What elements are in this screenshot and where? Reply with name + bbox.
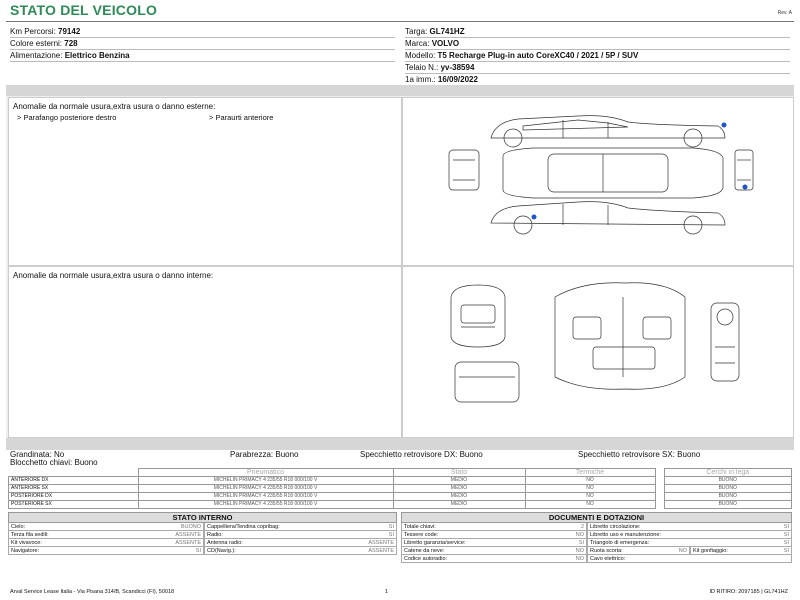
documenti-title: DOCUMENTI E DOTAZIONI xyxy=(401,512,792,523)
check-grandinata: Grandinata: No xyxy=(10,450,65,459)
telaio-line: Telaio N.: yv-38594 xyxy=(405,62,790,74)
km-line: Km Percorsi: 79142 xyxy=(10,26,395,38)
car-exterior-diagram xyxy=(403,98,793,265)
marca-value: VOLVO xyxy=(431,39,460,48)
list-item: Cielo: BUONO Cappelliera/Tendina copribag: SI xyxy=(8,523,397,531)
marca-line: Marca: VOLVO xyxy=(405,38,790,50)
list-item: Catene da neve: NO Ruota scorta: NO Kit gonfiaggio: SI xyxy=(401,547,792,555)
list-item: Totale chiavi: 2 Libretto circolazione: SI xyxy=(401,523,792,531)
stato-interno-title: STATO INTERNO xyxy=(8,512,397,523)
targa-line: Targa: GL741HZ xyxy=(405,26,790,38)
tyres-table xyxy=(8,468,792,509)
list-item: Kit vivavoce: ASSENTE Antenna radio: ASSENTE xyxy=(8,539,397,547)
table-row: ANTERIORE DX MICHELIN PRIMACY 4 235/55 R18 000/100 V MEDIO NO BUONO xyxy=(9,477,792,485)
car-front-view xyxy=(449,150,479,190)
check-blocchetto: Blocchetto chiavi: Buono xyxy=(10,458,98,467)
colore-value: 728 xyxy=(64,39,78,48)
exterior-diagram-panel xyxy=(402,97,794,266)
modello-value: T5 Recharge Plug-in auto CoreXC40 / 2021 / 5P / SUV xyxy=(437,51,639,60)
immatricolazione-line: 1a imm.: 16/09/2022 xyxy=(405,74,790,86)
car-top-view xyxy=(503,148,748,198)
colore-line: Colore esterni: 728 xyxy=(10,38,395,50)
list-item: Tessere code: NO Libretto uso e manutenzione: SI xyxy=(401,531,792,539)
alimentazione-value: Elettrico Benzina xyxy=(64,51,130,60)
vehicle-info-left xyxy=(10,26,395,62)
car-interior-diagram xyxy=(403,267,793,437)
header-termiche: Termiche xyxy=(525,469,655,477)
car-rear-view xyxy=(735,150,753,190)
alimentazione-line: Alimentazione: Elettrico Benzina xyxy=(10,50,395,62)
title-divider xyxy=(6,21,794,22)
damage-item-1: > Parafango posteriore destro xyxy=(17,113,117,122)
table-row: POSTERIORE SX MICHELIN PRIMACY 4 235/55 R18 000/100 V MEDIO NO BUONO xyxy=(9,501,792,509)
interior-damage-title: Anomalie da normale usura,extra usura o danno interne: xyxy=(13,271,214,280)
vehicle-info-right xyxy=(405,26,790,86)
table-row: ANTERIORE SX MICHELIN PRIMACY 4 235/55 R18 000/100 V MEDIO NO BUONO xyxy=(9,485,792,493)
revision-label: Rev. A xyxy=(777,10,792,16)
steering-view xyxy=(711,303,739,381)
list-item: Terza fila sedili: ASSENTE Radio: SI xyxy=(8,531,397,539)
exterior-damage-panel xyxy=(8,97,402,266)
dashboard-view xyxy=(451,285,505,347)
targa-value: GL741HZ xyxy=(429,27,465,36)
table-row: POSTERIORE DX MICHELIN PRIMACY 4 235/55 R18 000/100 V MEDIO NO BUONO xyxy=(9,493,792,501)
header-stato: Stato xyxy=(393,469,525,477)
page-title: STATO DEL VEICOLO xyxy=(10,2,158,18)
km-value: 79142 xyxy=(58,27,81,36)
footer-id: ID RITIRO: 2097185 | GL741HZ xyxy=(709,589,788,595)
list-item: Navigatore: SI CD(Navig.): ASSENTE xyxy=(8,547,397,555)
immatricolazione-value: 16/09/2022 xyxy=(437,75,478,84)
footer-address: Arval Service Lease Italia - Via Pisana 314/B, Scandicci (FI), 50018 xyxy=(10,589,175,595)
modello-line: Modello: T5 Recharge Plug-in auto CoreXC40 / 2021 / 5P / SUV xyxy=(405,50,790,62)
exterior-damage-title: Anomalie da normale usura,extra usura o danno esterne: xyxy=(13,102,216,111)
cabin-top-view xyxy=(555,283,685,389)
car-side-view-right xyxy=(491,116,727,147)
stato-interno-section xyxy=(8,512,397,555)
interior-damage-panel xyxy=(8,266,402,438)
telaio-value: yv-38594 xyxy=(440,63,475,72)
damage-item-2: > Paraurti anteriore xyxy=(209,113,274,122)
check-parabrezza: Parabrezza: Buono xyxy=(230,450,299,459)
header-cerchi: Cerchi in lega xyxy=(664,469,792,477)
documenti-section xyxy=(401,512,792,563)
trunk-view xyxy=(455,362,519,402)
section-separator-2 xyxy=(6,438,794,450)
header-pneumatico: Pneumatico xyxy=(138,469,393,477)
list-item: Libretto garanzia/service: SI Triangolo di emergenza: SI xyxy=(401,539,792,547)
check-specchietto-dx: Specchietto retrovisore DX: Buono xyxy=(360,450,483,459)
tyres-header xyxy=(9,469,792,477)
car-side-view-left xyxy=(491,202,725,234)
section-separator xyxy=(6,85,794,96)
interior-diagram-panel xyxy=(402,266,794,438)
footer-page-number: 1 xyxy=(385,589,389,595)
list-item: Codice autoradio: NO Cavo elettrico: xyxy=(401,555,792,563)
check-specchietto-sx: Specchietto retrovisore SX: Buono xyxy=(578,450,701,459)
